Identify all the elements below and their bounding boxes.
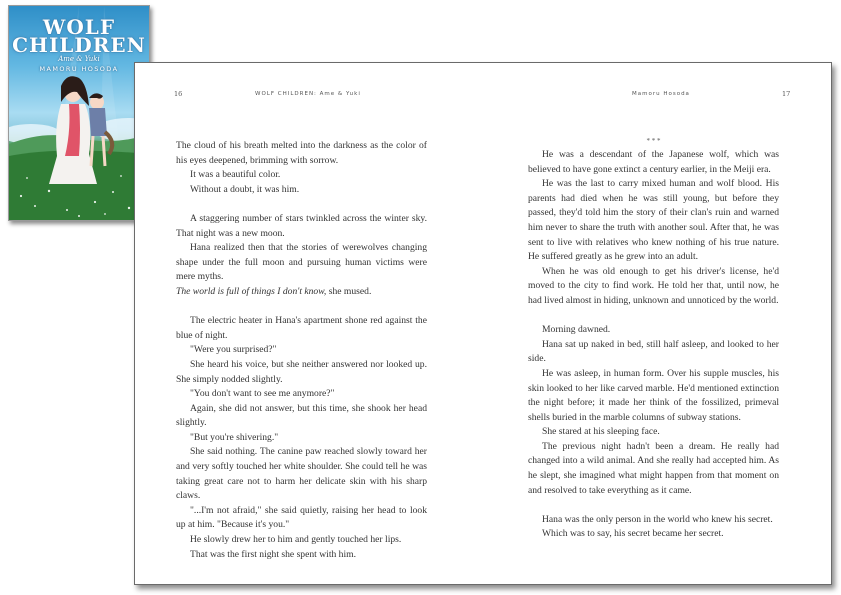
paragraph: Hana was the only person in the world who knew his secret.	[542, 513, 773, 525]
left-page-text	[176, 139, 427, 562]
paragraph: He was asleep, in human form. Over his supple muscles, his skin looked to her like carved marble. He'd mentioned extinction the night before; it made her think of the fossilized, primeval shells buried in the marble columns of subway stations.	[528, 367, 779, 423]
paragraph: "But you're shivering."	[190, 431, 279, 443]
paragraph: The electric heater in Hana's apartment shone red against the blue of night.	[176, 315, 427, 341]
left-page-number: 16	[174, 90, 183, 98]
left-running-head: WOLF CHILDREN: Ame & Yuki	[255, 91, 361, 97]
paragraph: The world is full of things I don't know, she mused.	[176, 285, 372, 297]
paragraph: He was a descendant of the Japanese wolf, which was believed to have gone extinct a century earlier, in the Meiji era.	[528, 149, 779, 175]
paragraph: She heard his voice, but she neither answered nor looked up. She simply nodded slightly.	[176, 358, 427, 385]
right-running-head: Mamoru Hosoda	[632, 91, 690, 97]
book-cover	[8, 5, 150, 221]
right-page-text	[528, 136, 779, 542]
paragraph: Without a doubt, it was him.	[190, 183, 300, 195]
paragraph: It was a beautiful color.	[190, 169, 281, 181]
paragraph: Hana realized then that the stories of werewolves changing shape under the full moon and pursuing human victims were mere myths.	[176, 242, 427, 283]
paragraph: He was the last to carry mixed human and wolf blood. His parents had died when he was still young, but before they passed, they'd told him the story of their clan's ruin and warned him never to share the truth with another soul. After that, he was sent to live with relatives who knew nothing of his true nature. He suffered greatly as he grew into an adult.	[528, 178, 779, 263]
paragraph: When he was old enough to get his driver's license, he'd moved to the city to find work. He told her that, until now, he had lived almost in hiding, unknown and unnoticed by the world.	[528, 265, 779, 306]
cover-author: MAMORU HOSODA	[39, 65, 119, 73]
right-page-number: 17	[782, 90, 791, 98]
paragraph: "Were you surprised?"	[190, 344, 277, 356]
paragraph: The previous night hadn't been a dream. He really had changed into a wild animal. And she really had accepted him. As he slept, she imagined what might happen from that moment on and resolved to take everything as it came.	[528, 440, 779, 496]
paragraph: Again, she did not answer, but this time, she shook her head slightly.	[176, 402, 427, 429]
paragraph: He slowly drew her to him and gently touched her lips.	[190, 534, 402, 546]
paragraph: Hana sat up naked in bed, still half asleep, and looked to her side.	[528, 338, 779, 365]
paragraph: That was the first night she spent with him.	[190, 548, 357, 560]
paragraph: Morning dawned.	[542, 324, 611, 336]
cover-title: WOLF CHILDREN	[12, 15, 146, 57]
cover-subtitle: Ame & Yuki	[58, 55, 100, 63]
paragraph: Which was to say, his secret became her secret.	[542, 528, 724, 540]
paragraph: She stared at his sleeping face.	[542, 426, 660, 438]
paragraph: A staggering number of stars twinkled across the winter sky. That night was a new moon.	[176, 212, 427, 239]
section-break: * * *	[646, 137, 661, 145]
paragraph: "You don't want to see me anymore?"	[190, 388, 335, 400]
paragraph: "...I'm not afraid," she said quietly, raising her head to look up at him. "Because it's you."	[176, 504, 427, 531]
book-spread	[134, 62, 832, 585]
paragraph: The cloud of his breath melted into the darkness as the color of his eyes deepened, brimming with sorrow.	[176, 140, 427, 166]
paragraph: She said nothing. The canine paw reached slowly toward her and very softly touched her white shoulder. She could tell he was taking great care not to harm her delicate skin with his sharp claws.	[176, 446, 427, 502]
italic-thought: The world is full of things I don't know,	[176, 285, 327, 297]
